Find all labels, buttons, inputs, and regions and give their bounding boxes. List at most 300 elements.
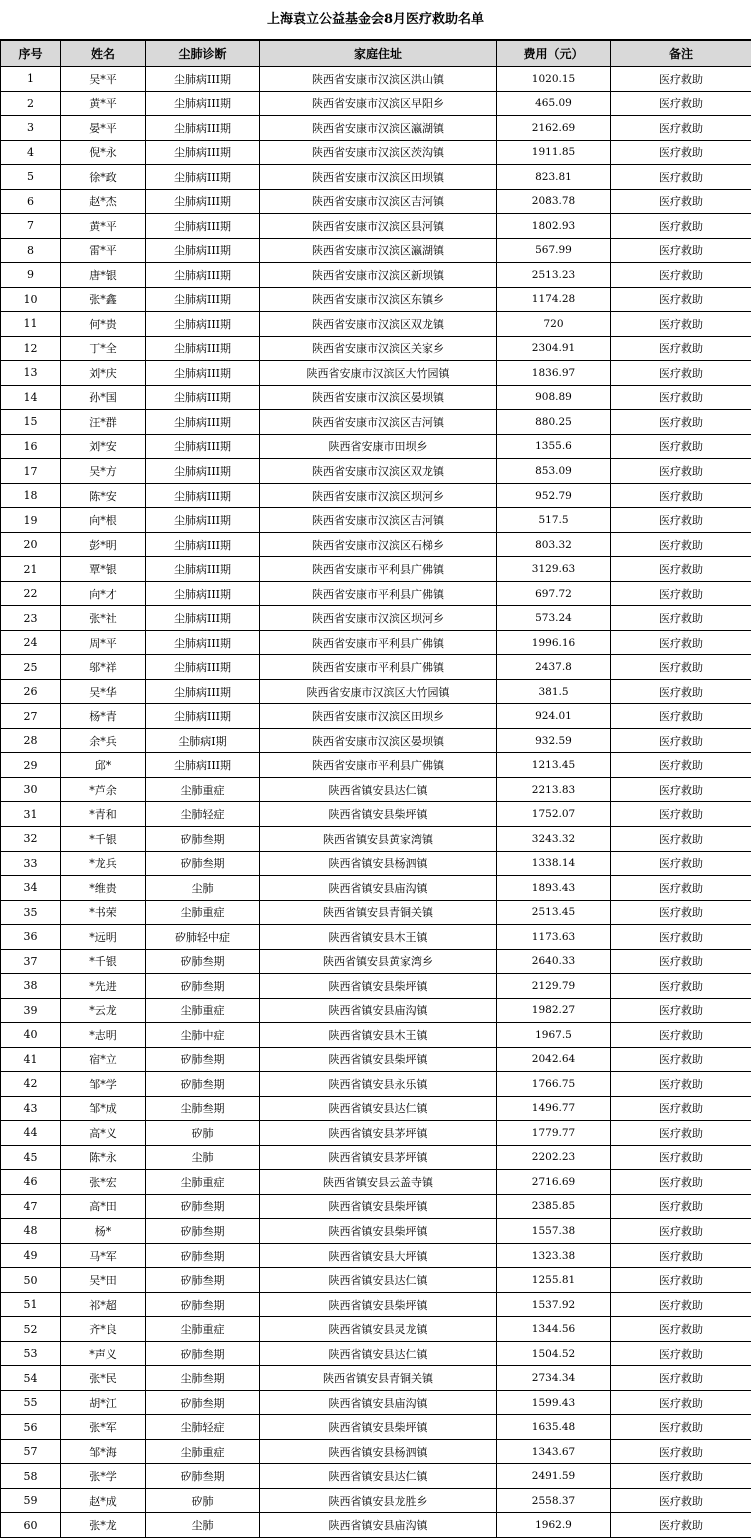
cell-fee: 880.25	[497, 410, 611, 435]
cell-name: 杨*青	[61, 704, 146, 729]
table-row	[1, 1096, 751, 1121]
cell-fee: 2304.91	[497, 336, 611, 361]
cell-name: 张*军	[61, 1415, 146, 1440]
table-row	[1, 434, 751, 459]
cell-index: 30	[1, 777, 61, 802]
cell-remark: 医疗救助	[611, 165, 751, 190]
cell-diagnosis: 尘肺病III期	[146, 263, 260, 288]
cell-name: *青和	[61, 802, 146, 827]
cell-fee: 2513.45	[497, 900, 611, 925]
cell-index: 8	[1, 238, 61, 263]
table-row	[1, 655, 751, 680]
cell-fee: 465.09	[497, 91, 611, 116]
table-row	[1, 606, 751, 631]
table-row	[1, 1464, 751, 1489]
cell-name: 黄*平	[61, 214, 146, 239]
cell-name: 张*社	[61, 606, 146, 631]
cell-index: 50	[1, 1268, 61, 1293]
cell-index: 55	[1, 1390, 61, 1415]
cell-fee: 1537.92	[497, 1292, 611, 1317]
cell-fee: 2385.85	[497, 1194, 611, 1219]
cell-fee: 823.81	[497, 165, 611, 190]
cell-diagnosis: 尘肺病III期	[146, 434, 260, 459]
cell-diagnosis: 尘肺病III期	[146, 165, 260, 190]
cell-index: 47	[1, 1194, 61, 1219]
cell-index: 5	[1, 165, 61, 190]
cell-remark: 医疗救助	[611, 91, 751, 116]
cell-index: 24	[1, 630, 61, 655]
cell-diagnosis: 尘肺叁期	[146, 1366, 260, 1391]
table-row	[1, 361, 751, 386]
cell-index: 60	[1, 1513, 61, 1538]
cell-address: 陕西省安康市汉滨区茨沟镇	[260, 140, 497, 165]
cell-fee: 1802.93	[497, 214, 611, 239]
cell-remark: 医疗救助	[611, 777, 751, 802]
cell-remark: 医疗救助	[611, 557, 751, 582]
table-row	[1, 1047, 751, 1072]
table-row	[1, 1317, 751, 1342]
cell-diagnosis: 尘肺病III期	[146, 361, 260, 386]
cell-fee: 1557.38	[497, 1219, 611, 1244]
cell-diagnosis: 矽肺叁期	[146, 974, 260, 999]
cell-address: 陕西省镇安县黄家湾乡	[260, 949, 497, 974]
cell-remark: 医疗救助	[611, 1194, 751, 1219]
cell-address: 陕西省镇安县柴坪镇	[260, 1415, 497, 1440]
cell-remark: 医疗救助	[611, 434, 751, 459]
cell-index: 12	[1, 336, 61, 361]
cell-fee: 2129.79	[497, 974, 611, 999]
table-row	[1, 140, 751, 165]
cell-address: 陕西省镇安县木王镇	[260, 1023, 497, 1048]
cell-remark: 医疗救助	[611, 1513, 751, 1538]
cell-remark: 医疗救助	[611, 949, 751, 974]
cell-diagnosis: 矽肺叁期	[146, 826, 260, 851]
cell-fee: 2162.69	[497, 116, 611, 141]
table-row	[1, 1145, 751, 1170]
cell-diagnosis: 矽肺叁期	[146, 1390, 260, 1415]
cell-fee: 1836.97	[497, 361, 611, 386]
cell-address: 陕西省安康市汉滨区吉河镇	[260, 410, 497, 435]
cell-index: 6	[1, 189, 61, 214]
cell-address: 陕西省镇安县柴坪镇	[260, 1219, 497, 1244]
cell-address: 陕西省安康市汉滨区晏坝镇	[260, 728, 497, 753]
cell-diagnosis: 尘肺病III期	[146, 67, 260, 92]
cell-address: 陕西省镇安县庙沟镇	[260, 876, 497, 901]
cell-name: *声义	[61, 1341, 146, 1366]
cell-diagnosis: 尘肺重症	[146, 1317, 260, 1342]
cell-remark: 医疗救助	[611, 728, 751, 753]
cell-address: 陕西省镇安县柴坪镇	[260, 1047, 497, 1072]
cell-index: 23	[1, 606, 61, 631]
cell-fee: 924.01	[497, 704, 611, 729]
cell-diagnosis: 尘肺病III期	[146, 704, 260, 729]
cell-remark: 医疗救助	[611, 1439, 751, 1464]
cell-name: 吴*方	[61, 459, 146, 484]
cell-name: 吴*平	[61, 67, 146, 92]
aid-list-table	[0, 40, 751, 1538]
cell-remark: 医疗救助	[611, 630, 751, 655]
cell-index: 34	[1, 876, 61, 901]
cell-index: 41	[1, 1047, 61, 1072]
cell-remark: 医疗救助	[611, 459, 751, 484]
cell-fee: 1343.67	[497, 1439, 611, 1464]
cell-fee: 1962.9	[497, 1513, 611, 1538]
cell-diagnosis: 尘肺中症	[146, 1023, 260, 1048]
cell-remark: 医疗救助	[611, 655, 751, 680]
cell-name: 彭*明	[61, 532, 146, 557]
cell-diagnosis: 尘肺病III期	[146, 606, 260, 631]
cell-fee: 517.5	[497, 508, 611, 533]
cell-name: 张*民	[61, 1366, 146, 1391]
cell-address: 陕西省镇安县柴坪镇	[260, 974, 497, 999]
cell-fee: 1355.6	[497, 434, 611, 459]
cell-index: 7	[1, 214, 61, 239]
cell-fee: 1344.56	[497, 1317, 611, 1342]
table-row	[1, 1268, 751, 1293]
cell-name: *千银	[61, 949, 146, 974]
table-row	[1, 312, 751, 337]
cell-address: 陕西省安康市汉滨区田坝乡	[260, 704, 497, 729]
cell-remark: 医疗救助	[611, 1488, 751, 1513]
cell-diagnosis: 尘肺重症	[146, 777, 260, 802]
cell-remark: 医疗救助	[611, 974, 751, 999]
cell-index: 36	[1, 925, 61, 950]
table-row	[1, 287, 751, 312]
cell-name: 倪*永	[61, 140, 146, 165]
cell-name: 赵*杰	[61, 189, 146, 214]
cell-fee: 1338.14	[497, 851, 611, 876]
cell-name: 唐*银	[61, 263, 146, 288]
cell-name: 张*宏	[61, 1170, 146, 1195]
cell-address: 陕西省安康市平利县广佛镇	[260, 753, 497, 778]
header-index: 序号	[1, 41, 61, 67]
cell-name: 向*才	[61, 581, 146, 606]
table-row	[1, 1488, 751, 1513]
cell-remark: 医疗救助	[611, 312, 751, 337]
cell-fee: 573.24	[497, 606, 611, 631]
cell-diagnosis: 矽肺轻中症	[146, 925, 260, 950]
cell-name: 邹*学	[61, 1072, 146, 1097]
table-row	[1, 1292, 751, 1317]
cell-diagnosis: 尘肺重症	[146, 1439, 260, 1464]
cell-diagnosis: 尘肺	[146, 1145, 260, 1170]
cell-address: 陕西省安康市汉滨区田坝镇	[260, 165, 497, 190]
table-row	[1, 238, 751, 263]
cell-diagnosis: 矽肺叁期	[146, 1194, 260, 1219]
cell-diagnosis: 尘肺病III期	[146, 410, 260, 435]
table-row	[1, 1243, 751, 1268]
cell-name: 马*军	[61, 1243, 146, 1268]
cell-address: 陕西省镇安县庙沟镇	[260, 1390, 497, 1415]
cell-name: *维贵	[61, 876, 146, 901]
cell-index: 40	[1, 1023, 61, 1048]
cell-name: 宿*立	[61, 1047, 146, 1072]
cell-fee: 1967.5	[497, 1023, 611, 1048]
cell-index: 57	[1, 1439, 61, 1464]
cell-remark: 医疗救助	[611, 1341, 751, 1366]
cell-fee: 932.59	[497, 728, 611, 753]
cell-diagnosis: 矽肺叁期	[146, 1047, 260, 1072]
table-row	[1, 1390, 751, 1415]
cell-name: *龙兵	[61, 851, 146, 876]
cell-index: 28	[1, 728, 61, 753]
table-row	[1, 508, 751, 533]
table-row	[1, 876, 751, 901]
cell-name: 向*根	[61, 508, 146, 533]
table-row	[1, 949, 751, 974]
cell-index: 58	[1, 1464, 61, 1489]
cell-diagnosis: 矽肺	[146, 1488, 260, 1513]
cell-diagnosis: 尘肺病III期	[146, 214, 260, 239]
cell-index: 42	[1, 1072, 61, 1097]
cell-index: 49	[1, 1243, 61, 1268]
cell-diagnosis: 矽肺叁期	[146, 949, 260, 974]
cell-remark: 医疗救助	[611, 140, 751, 165]
cell-index: 29	[1, 753, 61, 778]
cell-remark: 医疗救助	[611, 704, 751, 729]
table-row	[1, 630, 751, 655]
cell-remark: 医疗救助	[611, 753, 751, 778]
cell-fee: 720	[497, 312, 611, 337]
cell-remark: 医疗救助	[611, 263, 751, 288]
table-row	[1, 998, 751, 1023]
cell-remark: 医疗救助	[611, 1268, 751, 1293]
cell-address: 陕西省镇安县达仁镇	[260, 1268, 497, 1293]
cell-index: 2	[1, 91, 61, 116]
table-row	[1, 1194, 751, 1219]
cell-diagnosis: 矽肺叁期	[146, 1219, 260, 1244]
cell-diagnosis: 矽肺叁期	[146, 1243, 260, 1268]
cell-name: 丁*全	[61, 336, 146, 361]
cell-fee: 1635.48	[497, 1415, 611, 1440]
cell-fee: 1599.43	[497, 1390, 611, 1415]
cell-diagnosis: 尘肺病III期	[146, 655, 260, 680]
cell-remark: 医疗救助	[611, 508, 751, 533]
cell-diagnosis: 尘肺病III期	[146, 287, 260, 312]
cell-fee: 2513.23	[497, 263, 611, 288]
cell-index: 3	[1, 116, 61, 141]
cell-address: 陕西省安康市汉滨区吉河镇	[260, 189, 497, 214]
cell-index: 10	[1, 287, 61, 312]
cell-fee: 1020.15	[497, 67, 611, 92]
cell-index: 25	[1, 655, 61, 680]
cell-fee: 2640.33	[497, 949, 611, 974]
cell-fee: 1173.63	[497, 925, 611, 950]
cell-address: 陕西省安康市汉滨区吉河镇	[260, 508, 497, 533]
table-row	[1, 116, 751, 141]
cell-index: 43	[1, 1096, 61, 1121]
cell-diagnosis: 尘肺病III期	[146, 238, 260, 263]
cell-remark: 医疗救助	[611, 1292, 751, 1317]
table-row	[1, 1366, 751, 1391]
cell-remark: 医疗救助	[611, 483, 751, 508]
cell-address: 陕西省镇安县茅坪镇	[260, 1145, 497, 1170]
table-row	[1, 802, 751, 827]
table-row	[1, 189, 751, 214]
cell-remark: 医疗救助	[611, 287, 751, 312]
cell-index: 59	[1, 1488, 61, 1513]
cell-address: 陕西省安康市汉滨区县河镇	[260, 214, 497, 239]
cell-index: 1	[1, 67, 61, 92]
cell-address: 陕西省镇安县龙胜乡	[260, 1488, 497, 1513]
cell-fee: 1496.77	[497, 1096, 611, 1121]
cell-address: 陕西省安康市平利县广佛镇	[260, 557, 497, 582]
table-row	[1, 900, 751, 925]
cell-diagnosis: 尘肺	[146, 876, 260, 901]
cell-remark: 医疗救助	[611, 679, 751, 704]
table-row	[1, 1170, 751, 1195]
cell-diagnosis: 尘肺重症	[146, 900, 260, 925]
cell-name: *远明	[61, 925, 146, 950]
cell-index: 16	[1, 434, 61, 459]
cell-remark: 医疗救助	[611, 1219, 751, 1244]
cell-remark: 医疗救助	[611, 1390, 751, 1415]
cell-remark: 医疗救助	[611, 581, 751, 606]
cell-address: 陕西省镇安县黄家湾镇	[260, 826, 497, 851]
cell-remark: 医疗救助	[611, 336, 751, 361]
cell-fee: 803.32	[497, 532, 611, 557]
cell-fee: 381.5	[497, 679, 611, 704]
cell-fee: 908.89	[497, 385, 611, 410]
cell-name: 邱*	[61, 753, 146, 778]
table-row	[1, 91, 751, 116]
cell-name: 邬*祥	[61, 655, 146, 680]
cell-fee: 1996.16	[497, 630, 611, 655]
cell-index: 27	[1, 704, 61, 729]
cell-name: 陈*安	[61, 483, 146, 508]
cell-diagnosis: 尘肺病III期	[146, 459, 260, 484]
cell-fee: 1255.81	[497, 1268, 611, 1293]
cell-remark: 医疗救助	[611, 826, 751, 851]
cell-address: 陕西省安康市汉滨区大竹园镇	[260, 361, 497, 386]
table-row	[1, 581, 751, 606]
cell-remark: 医疗救助	[611, 1243, 751, 1268]
cell-remark: 医疗救助	[611, 1415, 751, 1440]
cell-index: 52	[1, 1317, 61, 1342]
cell-fee: 2558.37	[497, 1488, 611, 1513]
cell-address: 陕西省安康市汉滨区新坝镇	[260, 263, 497, 288]
cell-index: 22	[1, 581, 61, 606]
cell-name: 刘*安	[61, 434, 146, 459]
cell-index: 44	[1, 1121, 61, 1146]
cell-diagnosis: 矽肺叁期	[146, 1341, 260, 1366]
cell-remark: 医疗救助	[611, 361, 751, 386]
table-row	[1, 974, 751, 999]
cell-diagnosis: 尘肺病III期	[146, 116, 260, 141]
cell-remark: 医疗救助	[611, 1072, 751, 1097]
cell-fee: 2083.78	[497, 189, 611, 214]
cell-name: 晏*平	[61, 116, 146, 141]
cell-remark: 医疗救助	[611, 1170, 751, 1195]
cell-name: 黄*平	[61, 91, 146, 116]
cell-index: 31	[1, 802, 61, 827]
cell-address: 陕西省镇安县大坪镇	[260, 1243, 497, 1268]
cell-index: 35	[1, 900, 61, 925]
cell-fee: 2437.8	[497, 655, 611, 680]
cell-index: 33	[1, 851, 61, 876]
cell-diagnosis: 矽肺	[146, 1121, 260, 1146]
cell-name: 邹*成	[61, 1096, 146, 1121]
cell-diagnosis: 尘肺轻症	[146, 1415, 260, 1440]
cell-remark: 医疗救助	[611, 925, 751, 950]
cell-fee: 952.79	[497, 483, 611, 508]
cell-name: 余*兵	[61, 728, 146, 753]
cell-address: 陕西省安康市汉滨区双龙镇	[260, 312, 497, 337]
cell-fee: 2213.83	[497, 777, 611, 802]
table-row	[1, 1341, 751, 1366]
cell-address: 陕西省安康市汉滨区坝河乡	[260, 606, 497, 631]
header-row	[1, 41, 751, 67]
cell-fee: 567.99	[497, 238, 611, 263]
cell-address: 陕西省安康市汉滨区关家乡	[260, 336, 497, 361]
cell-remark: 医疗救助	[611, 1121, 751, 1146]
table-row	[1, 1023, 751, 1048]
cell-address: 陕西省镇安县云盖寺镇	[260, 1170, 497, 1195]
cell-address: 陕西省安康市汉滨区大竹园镇	[260, 679, 497, 704]
cell-name: 何*贵	[61, 312, 146, 337]
cell-index: 46	[1, 1170, 61, 1195]
cell-name: *书荣	[61, 900, 146, 925]
cell-diagnosis: 尘肺病III期	[146, 91, 260, 116]
cell-remark: 医疗救助	[611, 532, 751, 557]
cell-diagnosis: 尘肺重症	[146, 998, 260, 1023]
table-row	[1, 851, 751, 876]
cell-remark: 医疗救助	[611, 1145, 751, 1170]
table-row	[1, 459, 751, 484]
table-row	[1, 1513, 751, 1538]
cell-remark: 医疗救助	[611, 189, 751, 214]
table-row	[1, 263, 751, 288]
table-row	[1, 385, 751, 410]
cell-address: 陕西省镇安县柴坪镇	[260, 1194, 497, 1219]
cell-name: 张*学	[61, 1464, 146, 1489]
cell-name: 吴*田	[61, 1268, 146, 1293]
cell-remark: 医疗救助	[611, 900, 751, 925]
cell-name: 张*龙	[61, 1513, 146, 1538]
cell-index: 45	[1, 1145, 61, 1170]
cell-remark: 医疗救助	[611, 802, 751, 827]
table-row	[1, 1219, 751, 1244]
cell-fee: 1752.07	[497, 802, 611, 827]
cell-index: 39	[1, 998, 61, 1023]
cell-diagnosis: 尘肺叁期	[146, 1096, 260, 1121]
cell-remark: 医疗救助	[611, 67, 751, 92]
header-fee: 费用（元）	[497, 41, 611, 67]
cell-fee: 1766.75	[497, 1072, 611, 1097]
cell-remark: 医疗救助	[611, 116, 751, 141]
cell-diagnosis: 尘肺病III期	[146, 679, 260, 704]
cell-address: 陕西省安康市汉滨区晏坝镇	[260, 385, 497, 410]
cell-address: 陕西省镇安县木王镇	[260, 925, 497, 950]
cell-remark: 医疗救助	[611, 1023, 751, 1048]
cell-index: 14	[1, 385, 61, 410]
cell-fee: 853.09	[497, 459, 611, 484]
cell-index: 20	[1, 532, 61, 557]
cell-diagnosis: 矽肺叁期	[146, 1292, 260, 1317]
cell-name: 高*义	[61, 1121, 146, 1146]
cell-name: 邹*海	[61, 1439, 146, 1464]
table-row	[1, 336, 751, 361]
cell-index: 32	[1, 826, 61, 851]
cell-fee: 1779.77	[497, 1121, 611, 1146]
cell-fee: 2716.69	[497, 1170, 611, 1195]
cell-index: 38	[1, 974, 61, 999]
table-body	[1, 67, 751, 1538]
cell-address: 陕西省镇安县达仁镇	[260, 777, 497, 802]
table-row	[1, 679, 751, 704]
cell-address: 陕西省镇安县达仁镇	[260, 1464, 497, 1489]
cell-address: 陕西省镇安县杨泗镇	[260, 1439, 497, 1464]
